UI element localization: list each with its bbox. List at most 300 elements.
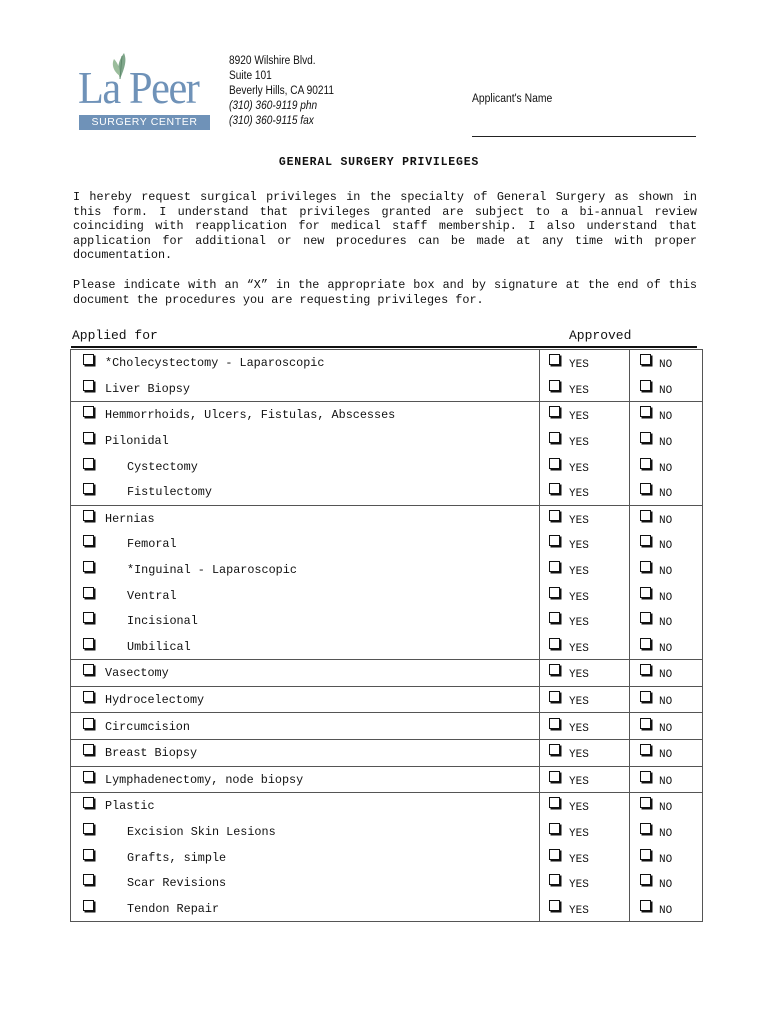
applied-checkbox-ventral[interactable]	[83, 587, 94, 598]
applied-checkbox-cell	[83, 531, 94, 557]
procedure-label: Femoral	[127, 537, 177, 552]
no-checkbox-cell	[640, 506, 651, 532]
applied-checkbox-tendon-repair[interactable]	[83, 900, 94, 911]
address-city: Beverly Hills, CA 90211	[229, 85, 334, 97]
procedure-label-cell	[105, 376, 190, 402]
yes-checkbox-tendon-repair[interactable]	[549, 900, 560, 911]
yes-checkbox-cell	[549, 557, 560, 583]
yes-checkbox-hemmorrhoids-ulcers-fistulas-abscesses[interactable]	[549, 406, 560, 417]
applied-checkbox-incisional[interactable]	[83, 612, 94, 623]
no-checkbox-cell	[640, 479, 651, 505]
applied-checkbox-cell	[83, 428, 94, 454]
applied-checkbox-breast-biopsy[interactable]	[83, 744, 94, 755]
no-label-cell	[659, 479, 672, 505]
no-checkbox-cell	[640, 740, 651, 766]
yes-checkbox-cell	[549, 582, 560, 608]
procedure-label-cell	[105, 793, 155, 819]
no-label: NO	[659, 749, 673, 762]
no-label-cell	[659, 402, 672, 428]
address-suite: Suite 101	[229, 70, 272, 82]
applied-checkbox-scar-revisions[interactable]	[83, 874, 94, 885]
yes-checkbox-cell	[549, 870, 560, 896]
procedure-label: Scar Revisions	[127, 876, 227, 891]
procedure-label-cell	[105, 687, 204, 713]
no-checkbox-cell	[640, 376, 651, 402]
no-label: NO	[659, 904, 673, 917]
yes-label-cell	[569, 895, 589, 921]
applicant-name-label: Applicant's Name	[472, 93, 553, 105]
procedure-label-cell	[127, 819, 276, 845]
yes-checkbox-cell	[549, 506, 560, 532]
applied-checkbox-cell	[83, 557, 94, 583]
procedure-row	[71, 660, 702, 686]
no-label-cell	[659, 453, 672, 479]
no-label: NO	[659, 696, 673, 709]
procedure-row	[71, 687, 702, 713]
no-label: NO	[659, 566, 673, 579]
yes-checkbox-cell	[549, 608, 560, 634]
no-checkbox-incisional[interactable]	[640, 612, 651, 623]
no-checkbox-scar-revisions[interactable]	[640, 874, 651, 885]
procedure-row	[71, 453, 702, 479]
procedure-label-cell	[127, 582, 177, 608]
yes-checkbox-cystectomy[interactable]	[549, 458, 560, 469]
no-label: NO	[659, 591, 673, 604]
applied-checkbox-cell	[83, 713, 94, 739]
procedure-label: Circumcision	[105, 719, 190, 734]
procedure-group	[71, 739, 702, 766]
applied-checkbox-cell	[83, 453, 94, 479]
no-checkbox-umbilical[interactable]	[640, 638, 651, 649]
no-checkbox-hernias[interactable]	[640, 510, 651, 521]
no-checkbox-cell	[640, 767, 651, 793]
procedure-row	[71, 350, 702, 376]
yes-label-cell	[569, 844, 589, 870]
yes-checkbox-cell	[549, 895, 560, 921]
applied-checkbox-vasectomy[interactable]	[83, 664, 94, 675]
no-label-cell	[659, 506, 672, 532]
procedure-group	[71, 505, 702, 660]
no-label-cell	[659, 895, 672, 921]
no-checkbox-cell	[640, 557, 651, 583]
procedure-label-cell	[127, 844, 226, 870]
yes-checkbox-breast-biopsy[interactable]	[549, 744, 560, 755]
yes-label: YES	[569, 669, 589, 682]
no-checkbox-cell	[640, 844, 651, 870]
no-checkbox-cell	[640, 402, 651, 428]
procedure-label: *Cholecystectomy - Laparoscopic	[105, 356, 325, 371]
no-checkbox-cystectomy[interactable]	[640, 458, 651, 469]
applied-checkbox-hernias[interactable]	[83, 510, 94, 521]
no-label-cell	[659, 767, 672, 793]
no-label-cell	[659, 376, 672, 402]
intro-paragraph: I hereby request surgical privileges in the specialty of General Surgery as shown in this form. I understand that privileges granted are subject to a bi-annual review coinciding with reapplication for medical staff membership. I also understand that application for additional or new procedures can be made at any time with proper documentation.	[73, 190, 697, 263]
no-checkbox-cell	[640, 582, 651, 608]
no-label: NO	[659, 411, 673, 424]
yes-label: YES	[569, 411, 589, 424]
applied-checkbox-hemmorrhoids-ulcers-fistulas-abscesses[interactable]	[83, 406, 94, 417]
no-checkbox-breast-biopsy[interactable]	[640, 744, 651, 755]
yes-label: YES	[569, 904, 589, 917]
no-label: NO	[659, 853, 673, 866]
no-checkbox-plastic[interactable]	[640, 797, 651, 808]
procedure-label-cell	[105, 506, 155, 532]
applied-checkbox-cell	[83, 402, 94, 428]
yes-checkbox-cell	[549, 428, 560, 454]
procedure-row	[71, 793, 702, 819]
yes-checkbox-cell	[549, 740, 560, 766]
applied-checkbox-cholecystectomy-laparoscopic[interactable]	[83, 354, 94, 365]
yes-label-cell	[569, 687, 589, 713]
no-checkbox-tendon-repair[interactable]	[640, 900, 651, 911]
yes-label-cell	[569, 870, 589, 896]
procedure-row	[71, 634, 702, 660]
no-label: NO	[659, 540, 673, 553]
procedure-row	[71, 895, 702, 921]
no-checkbox-hemmorrhoids-ulcers-fistulas-abscesses[interactable]	[640, 406, 651, 417]
instructions-paragraph: Please indicate with an “X” in the appropriate box and by signature at the end of this document the procedures you are requesting privileges for.	[73, 278, 697, 307]
applied-checkbox-cell	[83, 819, 94, 845]
procedure-row	[71, 402, 702, 428]
procedure-row	[71, 740, 702, 766]
yes-label-cell	[569, 531, 589, 557]
no-label-cell	[659, 531, 672, 557]
yes-label: YES	[569, 749, 589, 762]
yes-checkbox-cell	[549, 479, 560, 505]
procedure-label: Breast Biopsy	[105, 746, 198, 761]
yes-label-cell	[569, 506, 589, 532]
applied-checkbox-umbilical[interactable]	[83, 638, 94, 649]
procedure-row	[71, 479, 702, 505]
yes-checkbox-pilonidal[interactable]	[549, 432, 560, 443]
no-checkbox-cholecystectomy-laparoscopic[interactable]	[640, 354, 651, 365]
yes-label-cell	[569, 428, 589, 454]
logo-wordmark: La Peer	[78, 63, 199, 113]
no-label: NO	[659, 437, 673, 450]
no-checkbox-cell	[640, 660, 651, 686]
procedure-label-cell	[105, 428, 169, 454]
procedure-label: Cystectomy	[127, 459, 198, 474]
yes-checkbox-circumcision[interactable]	[549, 718, 560, 729]
procedure-label-cell	[127, 895, 219, 921]
no-label: NO	[659, 722, 673, 735]
yes-label-cell	[569, 350, 589, 376]
procedure-row	[71, 531, 702, 557]
yes-label: YES	[569, 642, 589, 655]
yes-label-cell	[569, 479, 589, 505]
procedure-label: Hydrocelectomy	[105, 693, 205, 708]
applied-checkbox-lymphadenectomy-node-biopsy[interactable]	[83, 771, 94, 782]
procedure-label: Tendon Repair	[127, 901, 220, 916]
no-label: NO	[659, 827, 673, 840]
yes-label-cell	[569, 376, 589, 402]
procedure-label: Hemmorrhoids, Ulcers, Fistulas, Abscesses	[105, 408, 396, 423]
procedure-label: Fistulectomy	[127, 485, 212, 500]
yes-checkbox-inguinal-laparoscopic[interactable]	[549, 561, 560, 572]
procedure-label: Ventral	[127, 588, 177, 603]
no-checkbox-vasectomy[interactable]	[640, 664, 651, 675]
yes-checkbox-cell	[549, 350, 560, 376]
no-label-cell	[659, 713, 672, 739]
applied-checkbox-cell	[83, 793, 94, 819]
no-checkbox-lymphadenectomy-node-biopsy[interactable]	[640, 771, 651, 782]
procedure-label-cell	[105, 402, 395, 428]
form-title: GENERAL SURGERY PRIVILEGES	[278, 156, 480, 169]
yes-label: YES	[569, 827, 589, 840]
yes-checkbox-vasectomy[interactable]	[549, 664, 560, 675]
no-label: NO	[659, 775, 673, 788]
applied-checkbox-liver-biopsy[interactable]	[83, 380, 94, 391]
phone-number: (310) 360-9119 phn	[229, 100, 318, 112]
yes-checkbox-grafts-simple[interactable]	[549, 849, 560, 860]
no-label-cell	[659, 844, 672, 870]
no-checkbox-circumcision[interactable]	[640, 718, 651, 729]
applied-checkbox-cell	[83, 895, 94, 921]
no-checkbox-cell	[640, 428, 651, 454]
procedure-label: *Inguinal - Laparoscopic	[127, 563, 297, 578]
applied-checkbox-cell	[83, 660, 94, 686]
procedure-label: Hernias	[105, 511, 155, 526]
procedure-label-cell	[105, 767, 303, 793]
procedure-row	[71, 582, 702, 608]
no-checkbox-excision-skin-lesions[interactable]	[640, 823, 651, 834]
yes-label-cell	[569, 740, 589, 766]
no-checkbox-inguinal-laparoscopic[interactable]	[640, 561, 651, 572]
yes-checkbox-cell	[549, 793, 560, 819]
yes-checkbox-cholecystectomy-laparoscopic[interactable]	[549, 354, 560, 365]
applied-checkbox-cell	[83, 582, 94, 608]
no-label-cell	[659, 660, 672, 686]
applied-checkbox-circumcision[interactable]	[83, 718, 94, 729]
applicant-name-field[interactable]	[472, 136, 696, 137]
yes-label: YES	[569, 540, 589, 553]
no-label: NO	[659, 462, 673, 475]
procedures-table	[70, 349, 703, 922]
no-label-cell	[659, 557, 672, 583]
yes-label: YES	[569, 696, 589, 709]
procedure-label: Umbilical	[127, 639, 191, 654]
applied-checkbox-cell	[83, 634, 94, 660]
applied-checkbox-excision-skin-lesions[interactable]	[83, 823, 94, 834]
no-checkbox-hydrocelectomy[interactable]	[640, 691, 651, 702]
procedure-row	[71, 608, 702, 634]
yes-label-cell	[569, 557, 589, 583]
yes-checkbox-lymphadenectomy-node-biopsy[interactable]	[549, 771, 560, 782]
yes-checkbox-cell	[549, 819, 560, 845]
no-label: NO	[659, 669, 673, 682]
no-checkbox-cell	[640, 793, 651, 819]
no-checkbox-cell	[640, 687, 651, 713]
procedure-row	[71, 557, 702, 583]
no-label-cell	[659, 740, 672, 766]
procedure-label-cell	[105, 660, 169, 686]
yes-checkbox-liver-biopsy[interactable]	[549, 380, 560, 391]
procedure-label-cell	[127, 608, 198, 634]
approved-header: Approved	[569, 328, 632, 343]
yes-label: YES	[569, 722, 589, 735]
procedure-label-cell	[105, 350, 324, 376]
no-label: NO	[659, 642, 673, 655]
procedure-group	[71, 659, 702, 686]
procedure-label-cell	[127, 870, 226, 896]
yes-checkbox-hernias[interactable]	[549, 510, 560, 521]
yes-label-cell	[569, 402, 589, 428]
applied-checkbox-femoral[interactable]	[83, 535, 94, 546]
applied-checkbox-pilonidal[interactable]	[83, 432, 94, 443]
applied-checkbox-fistulectomy[interactable]	[83, 483, 94, 494]
no-checkbox-cell	[640, 634, 651, 660]
no-label-cell	[659, 350, 672, 376]
applied-checkbox-cell	[83, 740, 94, 766]
no-checkbox-cell	[640, 531, 651, 557]
yes-checkbox-incisional[interactable]	[549, 612, 560, 623]
applied-checkbox-hydrocelectomy[interactable]	[83, 691, 94, 702]
applied-checkbox-inguinal-laparoscopic[interactable]	[83, 561, 94, 572]
yes-label-cell	[569, 608, 589, 634]
no-label-cell	[659, 582, 672, 608]
procedure-label-cell	[127, 634, 191, 660]
no-checkbox-liver-biopsy[interactable]	[640, 380, 651, 391]
procedure-row	[71, 844, 702, 870]
procedure-label: Liver Biopsy	[105, 381, 190, 396]
applied-checkbox-cell	[83, 376, 94, 402]
applied-for-header: Applied for	[72, 328, 158, 343]
procedure-label-cell	[105, 740, 197, 766]
yes-label: YES	[569, 359, 589, 372]
no-label-cell	[659, 819, 672, 845]
yes-label: YES	[569, 514, 589, 527]
yes-checkbox-ventral[interactable]	[549, 587, 560, 598]
yes-checkbox-cell	[549, 687, 560, 713]
procedure-group	[71, 350, 702, 401]
yes-label: YES	[569, 566, 589, 579]
yes-label: YES	[569, 488, 589, 501]
no-label-cell	[659, 870, 672, 896]
yes-checkbox-cell	[549, 660, 560, 686]
procedure-label: Excision Skin Lesions	[127, 824, 276, 839]
yes-checkbox-plastic[interactable]	[549, 797, 560, 808]
no-checkbox-cell	[640, 895, 651, 921]
no-checkbox-cell	[640, 870, 651, 896]
yes-checkbox-cell	[549, 767, 560, 793]
no-label-cell	[659, 608, 672, 634]
procedure-group	[71, 792, 702, 921]
no-label-cell	[659, 687, 672, 713]
header-rule	[71, 346, 697, 348]
yes-label-cell	[569, 634, 589, 660]
logo-subtitle: SURGERY CENTER	[79, 115, 210, 130]
procedure-row	[71, 506, 702, 532]
no-checkbox-cell	[640, 453, 651, 479]
applied-checkbox-cell	[83, 870, 94, 896]
yes-label: YES	[569, 775, 589, 788]
yes-checkbox-hydrocelectomy[interactable]	[549, 691, 560, 702]
logo	[78, 50, 212, 132]
no-label-cell	[659, 634, 672, 660]
no-checkbox-fistulectomy[interactable]	[640, 483, 651, 494]
procedure-group	[71, 712, 702, 739]
no-checkbox-cell	[640, 608, 651, 634]
yes-checkbox-fistulectomy[interactable]	[549, 483, 560, 494]
address-block	[229, 54, 334, 129]
yes-checkbox-femoral[interactable]	[549, 535, 560, 546]
yes-checkbox-cell	[549, 453, 560, 479]
procedure-label-cell	[127, 557, 297, 583]
fax-number: (310) 360-9115 fax	[229, 115, 314, 127]
applied-checkbox-grafts-simple[interactable]	[83, 849, 94, 860]
no-label-cell	[659, 428, 672, 454]
procedure-label: Lymphadenectomy, node biopsy	[105, 772, 304, 787]
yes-label-cell	[569, 453, 589, 479]
yes-label: YES	[569, 437, 589, 450]
no-checkbox-pilonidal[interactable]	[640, 432, 651, 443]
applied-checkbox-cell	[83, 608, 94, 634]
yes-label-cell	[569, 767, 589, 793]
procedure-group	[71, 766, 702, 793]
yes-checkbox-cell	[549, 634, 560, 660]
no-checkbox-cell	[640, 713, 651, 739]
applied-checkbox-cell	[83, 506, 94, 532]
applied-checkbox-cystectomy[interactable]	[83, 458, 94, 469]
yes-checkbox-cell	[549, 402, 560, 428]
no-label: NO	[659, 514, 673, 527]
yes-label: YES	[569, 617, 589, 630]
no-checkbox-femoral[interactable]	[640, 535, 651, 546]
no-label: NO	[659, 488, 673, 501]
no-checkbox-ventral[interactable]	[640, 587, 651, 598]
procedure-label-cell	[127, 531, 177, 557]
applied-checkbox-cell	[83, 844, 94, 870]
yes-label: YES	[569, 462, 589, 475]
yes-label-cell	[569, 660, 589, 686]
procedure-group	[71, 401, 702, 504]
yes-checkbox-scar-revisions[interactable]	[549, 874, 560, 885]
applied-checkbox-cell	[83, 767, 94, 793]
procedure-row	[71, 428, 702, 454]
yes-checkbox-excision-skin-lesions[interactable]	[549, 823, 560, 834]
procedure-row	[71, 819, 702, 845]
applied-checkbox-plastic[interactable]	[83, 797, 94, 808]
yes-label: YES	[569, 384, 589, 397]
yes-checkbox-cell	[549, 531, 560, 557]
no-checkbox-cell	[640, 819, 651, 845]
yes-checkbox-cell	[549, 376, 560, 402]
procedure-row	[71, 767, 702, 793]
yes-label-cell	[569, 793, 589, 819]
procedure-label: Plastic	[105, 799, 155, 814]
no-label: NO	[659, 384, 673, 397]
procedure-label: Incisional	[127, 614, 198, 629]
procedure-row	[71, 870, 702, 896]
yes-label: YES	[569, 853, 589, 866]
yes-checkbox-cell	[549, 713, 560, 739]
yes-label: YES	[569, 879, 589, 892]
no-label-cell	[659, 793, 672, 819]
yes-label-cell	[569, 582, 589, 608]
yes-label: YES	[569, 591, 589, 604]
procedure-label-cell	[105, 713, 190, 739]
yes-label-cell	[569, 819, 589, 845]
no-checkbox-cell	[640, 350, 651, 376]
no-label: NO	[659, 802, 673, 815]
address-street: 8920 Wilshire Blvd.	[229, 55, 316, 67]
no-label: NO	[659, 359, 673, 372]
yes-checkbox-umbilical[interactable]	[549, 638, 560, 649]
applied-checkbox-cell	[83, 479, 94, 505]
procedure-group	[71, 686, 702, 713]
yes-label-cell	[569, 713, 589, 739]
no-checkbox-grafts-simple[interactable]	[640, 849, 651, 860]
